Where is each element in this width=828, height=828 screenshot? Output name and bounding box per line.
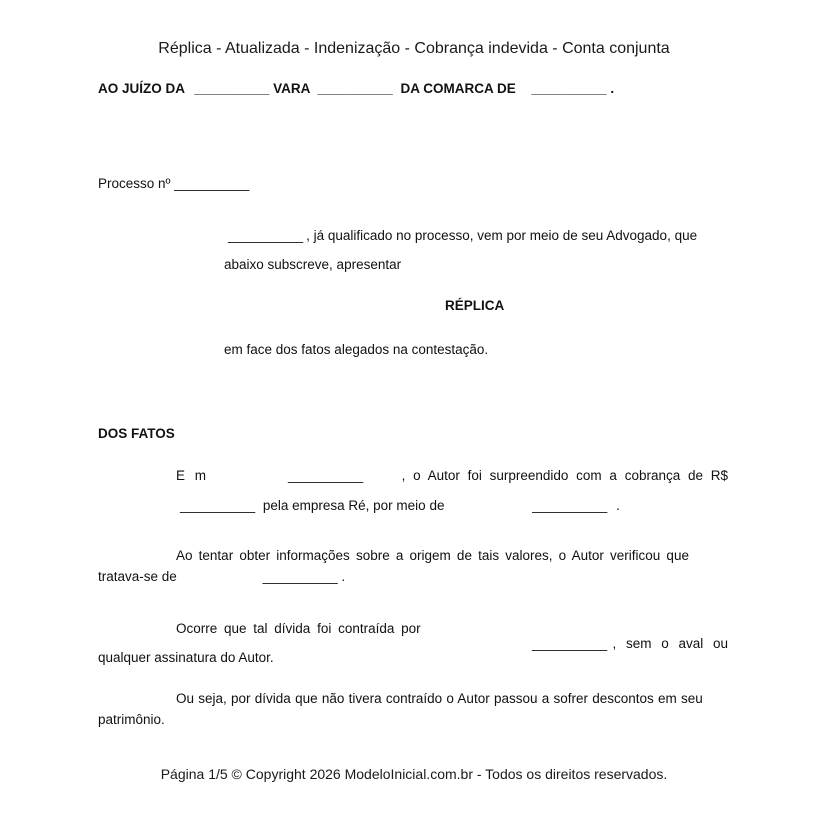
para1-word: E m — [176, 468, 210, 483]
para2-line-2 — [98, 569, 345, 584]
page-footer: Página 1/5 © Copyright 2026 ModeloInicial.com.br - Todos os direitos reservados. — [160, 766, 668, 782]
facing-text: em face dos fatos alegados na contestação. — [224, 342, 489, 357]
para1-end: . — [616, 498, 620, 513]
intro-line-1 — [228, 228, 697, 243]
blank-field: __________ — [262, 569, 338, 584]
process-number — [98, 176, 249, 191]
para1-line-1 — [176, 468, 728, 483]
para4-line-1: Ou seja, por dívida que não tivera contraído o Autor passou a sofrer descontos em seu — [176, 691, 703, 706]
blank-field: __________ — [532, 498, 608, 513]
page-title: Réplica - Atualizada - Indenização - Cobrança indevida - Conta conjunta — [158, 40, 670, 57]
header-end: . — [610, 81, 615, 96]
blank-field: __________ — [174, 176, 250, 191]
blank-field: __________ — [532, 636, 608, 651]
replica-heading: RÉPLICA — [445, 298, 505, 313]
blank-field: __________ — [531, 81, 607, 96]
blank-field: __________ — [194, 81, 270, 96]
header-vara: VARA — [273, 81, 310, 96]
para1-rest — [288, 468, 728, 483]
para3-line-1 — [176, 621, 728, 651]
para1-line-2 — [180, 498, 620, 513]
process-label: Processo nº — [98, 176, 171, 191]
para2-start: tratava-se de — [98, 569, 177, 584]
para3-rest — [532, 636, 728, 651]
para3-line-2: qualquer assinatura do Autor. — [98, 650, 274, 665]
header-juizo: AO JUÍZO DA — [98, 81, 185, 96]
intro-text: , já qualificado no processo, vem por meio de seu Advogado, que — [306, 228, 698, 243]
para1-text-2: pela empresa Ré, por meio de — [262, 498, 445, 513]
blank-field: __________ — [288, 468, 364, 483]
para4-line-2: patrimônio. — [98, 712, 165, 727]
blank-field: __________ — [180, 498, 256, 513]
blank-field: __________ — [228, 228, 304, 243]
header-comarca: DA COMARCA DE — [400, 81, 516, 96]
section-title: DOS FATOS — [98, 426, 175, 441]
intro-line-2: abaixo subscreve, apresentar — [224, 257, 402, 272]
para2-end: . — [341, 569, 346, 584]
para3-start: Ocorre que tal dívida foi contraída por — [176, 621, 421, 636]
para2-line-1: Ao tentar obter informações sobre a origem de tais valores, o Autor verificou que — [176, 548, 689, 563]
para3-after: , sem o aval ou — [612, 636, 728, 651]
court-header — [98, 81, 614, 96]
para1-text: , o Autor foi surpreendido com a cobrança de R$ — [401, 468, 728, 483]
blank-field: __________ — [317, 81, 393, 96]
